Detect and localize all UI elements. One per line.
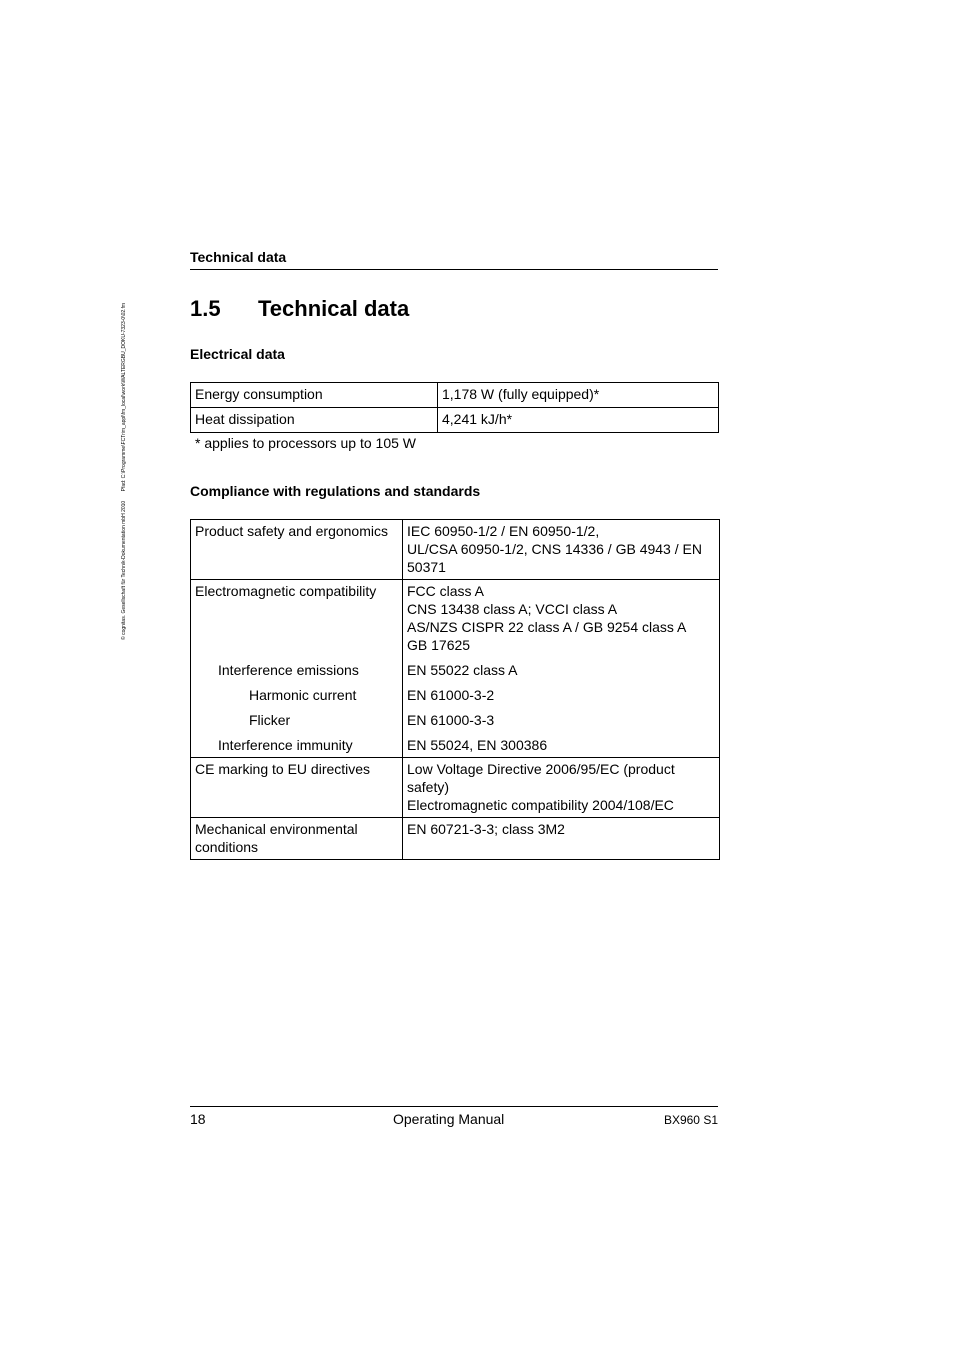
electrical-data-table xyxy=(190,382,719,433)
sub-value: EN 61000-3-2 xyxy=(407,687,495,703)
copyright-note: © cognitas. Gesellschaft für Technik-Dokumentation mbH 2010 xyxy=(121,500,127,640)
table-cell-label xyxy=(191,580,403,758)
table-row xyxy=(191,818,720,860)
compliance-table xyxy=(190,519,720,860)
table-cell-value: 4,241 kJ/h* xyxy=(438,408,719,433)
model-name: BX960 S1 xyxy=(663,1113,718,1127)
emc-label: Electromagnetic compatibility xyxy=(195,583,377,599)
manual-title: Operating Manual xyxy=(393,1111,505,1127)
value-line: Electromagnetic compatibility 2004/108/EC xyxy=(407,797,674,813)
table-row xyxy=(191,383,719,408)
sub-value: EN 55024, EN 300386 xyxy=(407,737,548,753)
table-cell-label: CE marking to EU directives xyxy=(191,758,403,818)
electrical-data-heading: Electrical data xyxy=(190,346,285,362)
table-cell-value: EN 60721-3-3; class 3M2 xyxy=(403,818,720,860)
table-row xyxy=(191,520,720,580)
table-cell-label: Energy consumption xyxy=(191,383,438,408)
sub-value: EN 55022 class A xyxy=(407,662,518,678)
value-line: UL/CSA 60950-1/2, CNS 14336 / GB 4943 / EN 50371 xyxy=(407,541,702,575)
electrical-footnote: * applies to processors up to 105 W xyxy=(195,435,417,451)
sub-label: Interference immunity xyxy=(218,737,353,753)
sub-label: Flicker xyxy=(249,712,291,728)
table-cell-value xyxy=(403,758,720,818)
sub-label: Harmonic current xyxy=(249,687,357,703)
value-line: GB 17625 xyxy=(407,637,471,653)
table-cell-label: Heat dissipation xyxy=(191,408,438,433)
section-number: 1.5 xyxy=(190,296,221,321)
table-row xyxy=(191,580,720,758)
page-footer xyxy=(190,1106,718,1132)
compliance-heading: Compliance with regulations and standards xyxy=(190,483,481,499)
sub-label: Interference emissions xyxy=(218,662,359,678)
table-cell-label: Mechanical environmental conditions xyxy=(191,818,403,860)
value-line: FCC class A xyxy=(407,583,485,599)
section-title xyxy=(190,296,409,322)
section-title-text: Technical data xyxy=(258,296,410,321)
file-path-note: Pfad: C:\Programme\FCTrim_appl\fm_local\work\WALTERGBU_DOKU-7323-0\02.fm xyxy=(121,302,127,492)
running-header: Technical data xyxy=(190,249,718,270)
table-cell-value: 1,178 W (fully equipped)* xyxy=(438,383,719,408)
table-cell-label: Product safety and ergonomics xyxy=(191,520,403,580)
table-row xyxy=(191,408,719,433)
table-row xyxy=(191,758,720,818)
page-number: 18 xyxy=(190,1111,206,1127)
table-cell-value xyxy=(403,580,720,758)
side-margin-note xyxy=(121,303,127,640)
sub-value: EN 61000-3-3 xyxy=(407,712,495,728)
value-line: Low Voltage Directive 2006/95/EC (product safety) xyxy=(407,761,675,795)
value-line: CNS 13438 class A; VCCI class A xyxy=(407,601,618,617)
value-line: IEC 60950-1/2 / EN 60950-1/2, xyxy=(407,523,600,539)
value-line: AS/NZS CISPR 22 class A / GB 9254 class A xyxy=(407,619,687,635)
table-cell-value xyxy=(403,520,720,580)
